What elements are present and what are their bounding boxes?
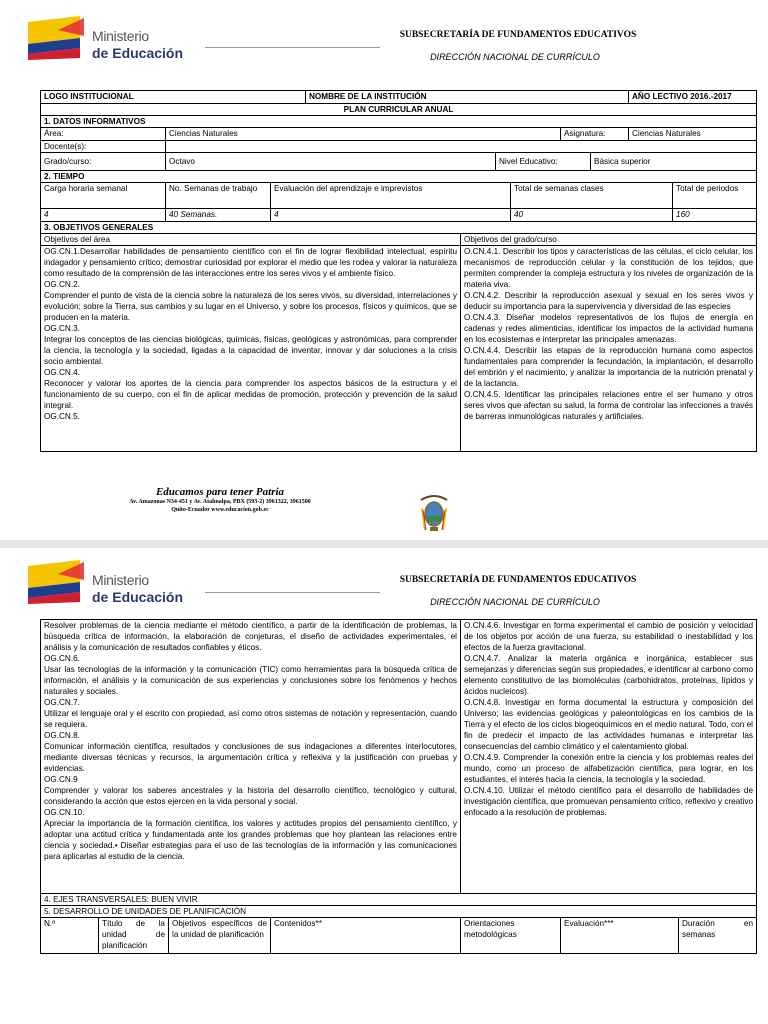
section-tiempo: 2. TIEMPO [41, 171, 757, 183]
docente-value [166, 141, 757, 153]
footer-slogan: Educamos para tener Patria [155, 486, 285, 498]
grado-label: Grado/curso: [41, 153, 166, 171]
ecuador-flag-icon [28, 16, 88, 60]
semanas-value: 40 Semanas. [166, 209, 271, 222]
page-2 [0, 548, 768, 1024]
coat-of-arms-icon [418, 494, 450, 534]
subsecretaria-title: SUBSECRETARÍA DE FUNDAMENTOS EDUCATIVOS [399, 30, 637, 40]
col-objetivos: Objetivos específicos de la unidad de planificación [169, 918, 271, 954]
asignatura-label: Asignatura: [561, 128, 629, 141]
obj-grado-text: O.CN.4.1. Describir los tipos y características de las células, el ciclo celular, los mecanismos de reproducción celular y la constitución de los tejidos, que permiten comprender la compleja estructura y los niveles de organización de la materia viva. O.CN.4.2. Describir la reproducción asexual y sexual en los seres vivos y deducir su importancia para la supervivencia y diversidad de las especies O.CN.4.3. Diseñar modelos representativos de los flujos de energía en cadenas y redes alimenticias, identificar los impactos de la actividad humana en los ecosistemas e interpretar las principales amenazas. O.CN.4.4. Describir las etapas de la reproducción humana como aspectos fundamentales para comprender la fecundación, la implantación, el desarrollo del embrión y el nacimiento, y analizar la importancia de la nutrición prenatal y de la lactancia. O.CN.4.5. Identificar las principales relaciones entre el ser humano y otros seres vivos que afectan su salud, la forma de controlar las infecciones a través de barreras inmunológicas naturales y artificiales. [461, 246, 757, 452]
footer-city: Quito-Ecuador www.educacion.gob.ec [171, 507, 269, 513]
nivel-label: Nivel Educativo: [496, 153, 591, 171]
carga-value: 4 [41, 209, 166, 222]
col-orientaciones: Orientaciones metodológicas [461, 918, 561, 954]
logo-line-1: Ministerio [92, 28, 149, 44]
total-semanas-label: Total de semanas clases [511, 183, 673, 209]
section-objetivos: 3. OBJETIVOS GENERALES [41, 222, 757, 234]
nivel-value: Básica superior [591, 153, 757, 171]
logo-line-2: de Educación [92, 45, 184, 61]
obj-grado-label: Objetivos del grado/curso [461, 234, 757, 246]
footer-address: Av. Amazonas N34-451 y Av. Atahualpa, PBX (593-2) 3961322, 3961500 [129, 499, 311, 505]
subsecretaria-title-2: SUBSECRETARÍA DE FUNDAMENTOS EDUCATIVOS [399, 575, 637, 585]
logo-line-1: Ministerio [92, 572, 149, 588]
area-label: Área: [41, 128, 166, 141]
direccion-subtitle-2: DIRECCIÓN NACIONAL DE CURRÍCULO [430, 597, 600, 607]
obj-area-label: Objetivos del área [41, 234, 461, 246]
evaluacion-value: 4 [271, 209, 511, 222]
evaluacion-label: Evaluación del aprendizaje e imprevistos [271, 183, 511, 209]
logo-inst-cell: LOGO INSTITUCIONAL [41, 91, 306, 104]
semanas-label: No. Semanas de trabajo [166, 183, 271, 209]
obj-grado-text-cont: O.CN.4.6. Investigar en forma experimental el cambio de posición y velocidad de los objetos por acción de una fuerza, su estabilidad o inestabilidad y los efectos de la fuerza gravitacional. O.CN.4.7. Analizar la materia orgánica e inorgánica, establecer sus semejanzas y diferencias según sus propiedades, e identificar al carbono como elemento constitutivo de las biomoléculas (carbohidratos, proteínas, lípidos y ácidos nucleicos). O.CN.4.8. Investigar en forma documental la estructura y composición del Universo; las evidencias geológicas y paleontológicas en los cambios de la Tierra y el efecto de los ciclos biogeoquímicos en el medio natural. Todo, con el fin de predecir el impacto de las actividades humanas e interpretar las consecuencias del cambio climático y el calentamiento global. O.CN.4.9. Comprender la conexión entre la ciencia y los problemas reales del mundo, como un proceso de alfabetización científica, para lograr, en los estudiantes, el interés hacia la ciencia, la tecnología y la sociedad. O.CN.4.10. Utilizar el método científico para el desarrollo de habilidades de investigación científica, que promuevan pensamiento crítico, reflexivo y creativo enfocado a la resolución de problemas. [461, 620, 757, 894]
plan-table-page2 [40, 619, 757, 954]
total-periodos-value: 160 [673, 209, 757, 222]
docente-label: Docente(s): [41, 141, 166, 153]
col-contenidos: Contenidos** [271, 918, 461, 954]
logo-line-2: de Educación [92, 589, 184, 605]
total-periodos-label: Total de periodos [673, 183, 757, 209]
carga-label: Carga horaria semanal [41, 183, 166, 209]
col-evaluacion: Evaluación*** [561, 918, 679, 954]
grado-value: Octavo [166, 153, 496, 171]
header-divider-2 [205, 592, 380, 593]
ecuador-flag-icon [28, 560, 88, 604]
total-semanas-value: 40 [511, 209, 673, 222]
header-divider [205, 47, 380, 48]
ministerio-logo-2 [28, 560, 198, 610]
page-separator [0, 540, 768, 548]
nombre-inst-cell: NOMBRE DE LA INSTITUCIÓN [306, 91, 629, 104]
col-duracion: Duración en semanas [679, 918, 757, 954]
obj-area-text-cont: Resolver problemas de la ciencia mediante el método científico, a partir de la identificación de problemas, la búsqueda crítica de información, la elaboración de conjeturas, el diseño de actividades experimentales, el análisis y la comunicación de resultados confiables y éticos. OG.CN.6. Usar las tecnologías de la información y la comunicación (TIC) como herramientas para la búsqueda crítica de información, el análisis y la comunicación de sus experiencias y conclusiones sobre los fenómenos y hechos naturales y sociales. OG.CN.7. Utilizar el lenguaje oral y el escrito con propiedad, así como otros sistemas de notación y representación, cuando se requiera. OG.CN.8. Comunicar información científica, resultados y conclusiones de sus indagaciones a diferentes interlocutores, mediante diversas técnicas y recursos, la argumentación crítica y reflexiva y la justificación con pruebas y evidencias. OG.CN.9 Comprender y valorar los saberes ancestrales y la historia del desarrollo científico, tecnológico y cultural, considerando la acción que estos ejercen en la vida personal y social. OG.CN.10. Apreciar la importancia de la formación científica, los valores y actitudes propios del pensamiento científico, y adoptar una actitud crítica y fundamentada ante los grandes problemas que hoy plantean las relaciones entre ciencia y sociedad.• Diseñar estrategias para el uso de las tecnologías de la información y las comunicaciones para aplicarlas al estudio de la ciencia. [41, 620, 461, 894]
section-datos: 1. DATOS INFORMATIVOS [41, 116, 757, 128]
footer [90, 486, 350, 514]
col-titulo: Título de la unidad de planificación [99, 918, 169, 954]
section-ejes: 4. EJES TRANSVERSALES: BUEN VIVIR [41, 894, 757, 906]
col-numero: N.º [41, 918, 99, 954]
plan-table-page1 [40, 90, 757, 452]
direccion-subtitle: DIRECCIÓN NACIONAL DE CURRÍCULO [430, 52, 600, 62]
asignatura-value: Ciencias Naturales [629, 128, 757, 141]
ministerio-logo [28, 16, 198, 66]
anio-lectivo-cell: AÑO LECTIVO 2016.-2017 [629, 91, 757, 104]
obj-area-text: OG.CN.1.Desarrollar habilidades de pensamiento científico con el fin de lograr flexibilidad intelectual, espíritu indagador y pensamiento crítico; demostrar curiosidad por explorar el medio que les rodea y valorar la naturaleza como resultado de la comprensión de las interacciones entre los seres vivos y el ambiente físico. OG.CN.2. Comprender el punto de vista de la ciencia sobre la naturaleza de los seres vivos, su diversidad, interrelaciones y evolución; sobre la Tierra, sus cambios y su lugar en el Universo, y sobre los procesos, físicos y químicos, que se producen en la materia. OG.CN.3. Integrar los conceptos de las ciencias biológicas, químicas, físicas, geológicas y astronómicas, para comprender la ciencia, la tecnología y la sociedad, ligadas a la capacidad de inventar, innovar y dar soluciones a la crisis socio ambiental. OG.CN.4. Reconocer y valorar los aportes de la ciencia para comprender los aspectos básicos de la estructura y el funcionamiento de su cuerpo, con el fin de aplicar medidas de promoción, protección y prevención de la salud integral. OG.CN.5. [41, 246, 461, 452]
plan-title: PLAN CURRICULAR ANUAL [41, 104, 757, 116]
section-desarrollo: 5. DESARROLLO DE UNIDADES DE PLANIFICACIÓN [41, 906, 757, 918]
area-value: Ciencias Naturales [166, 128, 561, 141]
